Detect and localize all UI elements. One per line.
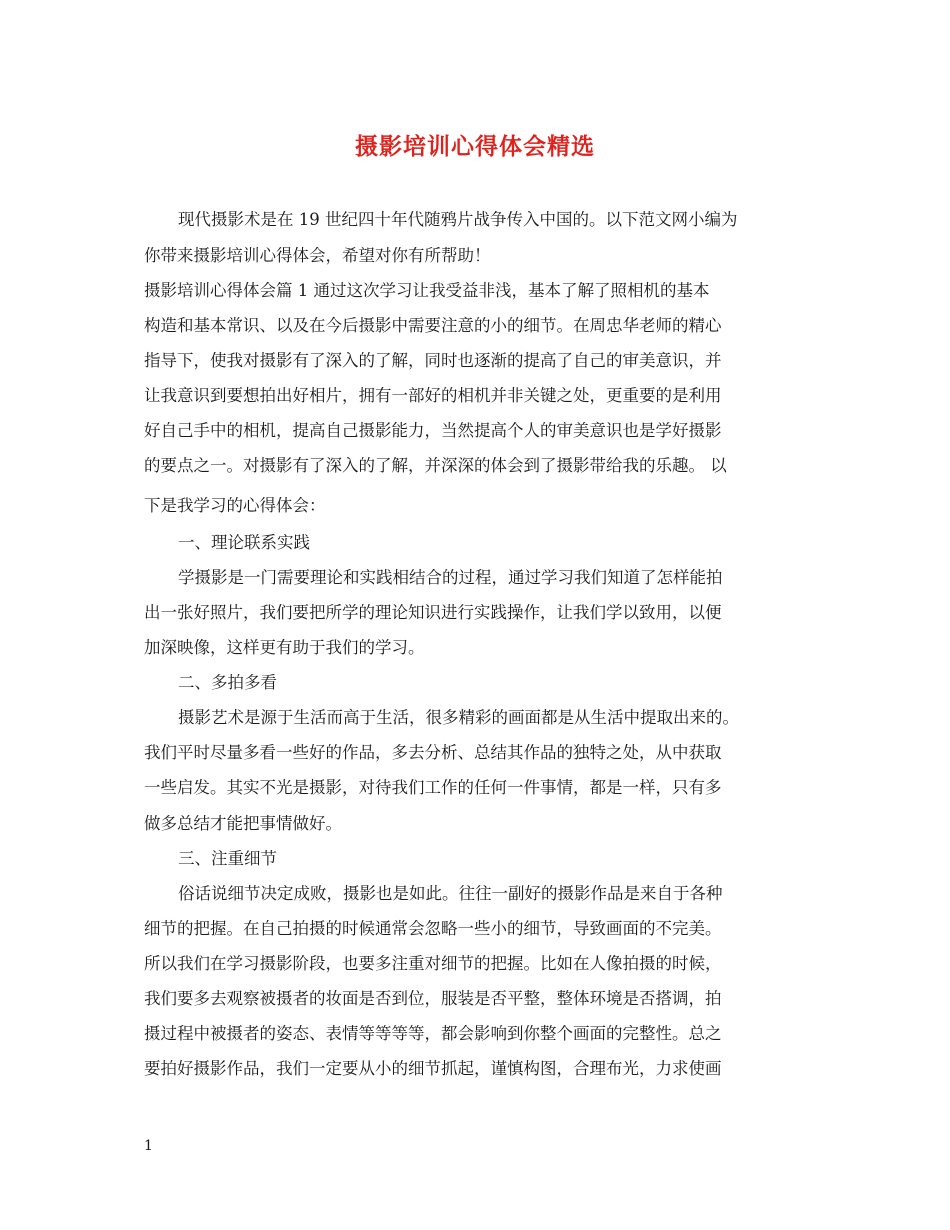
paragraph-line: 加深映像，这样更有助于我们的学习。 [144, 638, 425, 657]
paragraph-line: 出一张好照片，我们要把所学的理论知识进行实践操作，让我们学以致用，以便 [144, 603, 722, 622]
paragraph-line: 下是我学习的心得体会： [144, 496, 326, 515]
paragraph-line: 我们要多去观察被摄者的妆面是否到位，服装是否平整，整体环境是否搭调，拍 [144, 989, 722, 1008]
page-title: 摄影培训心得体会精选 [355, 133, 595, 160]
paragraph-line: 构造和基本常识、以及在今后摄影中需要注意的小的细节。在周忠华老师的精心 [144, 316, 722, 335]
paragraph-line: 的要点之一。对摄影有了深入的了解，并深深的体会到了摄影带给我的乐趣。 以 [144, 456, 727, 475]
paragraph-line: 做多总结才能把事情做好。 [144, 814, 342, 833]
paragraph-line: 摄影艺术是源于生活而高于生活，很多精彩的画面都是从生活中提取出来的。 [178, 708, 739, 727]
paragraph-line: 指导下，使我对摄影有了深入的了解，同时也逐渐的提高了自己的审美意识，并 [144, 351, 722, 370]
section-heading: 三、注重细节 [178, 849, 277, 868]
section-heading: 二、多拍多看 [178, 673, 277, 692]
paragraph-line: 要拍好摄影作品，我们一定要从小的细节抓起，谨慎构图，合理布光，力求使画 [144, 1059, 722, 1078]
paragraph-line: 一些启发。其实不光是摄影，对待我们工作的任何一件事情，都是一样，只有多 [144, 778, 722, 797]
paragraph-line: 让我意识到要想拍出好相片，拥有一部好的相机并非关键之处，更重要的是利用 [144, 386, 722, 405]
paragraph-line: 所以我们在学习摄影阶段，也要多注重对细节的把握。比如在人像拍摄的时候， [144, 954, 722, 973]
paragraph-line: 摄过程中被摄者的姿态、表情等等等等，都会影响到你整个画面的完整性。总之 [144, 1024, 722, 1043]
paragraph-line: 现代摄影术是在 19 世纪四十年代随鸦片战争传入中国的。以下范文网小编为 [178, 210, 738, 229]
paragraph-line: 俗话说细节决定成败，摄影也是如此。往往一副好的摄影作品是来自于各种 [178, 884, 723, 903]
paragraph-line: 你带来摄影培训心得体会，希望对你有所帮助！ [144, 246, 491, 265]
paragraph-line: 学摄影是一门需要理论和实践相结合的过程，通过学习我们知道了怎样能拍 [178, 568, 723, 587]
paragraph-line: 好自己手中的相机，提高自己摄影能力，当然提高个人的审美意识也是学好摄影 [144, 421, 722, 440]
page-number: 1 [144, 1138, 153, 1154]
paragraph-line: 摄影培训心得体会篇 1 通过这次学习让我受益非浅，基本了解了照相机的基本 [144, 281, 710, 300]
section-heading: 一、理论联系实践 [178, 533, 310, 552]
paragraph-line: 我们平时尽量多看一些好的作品，多去分析、总结其作品的独特之处，从中获取 [144, 743, 722, 762]
paragraph-line: 细节的把握。在自己拍摄的时候通常会忽略一些小的细节，导致画面的不完美。 [144, 919, 722, 938]
